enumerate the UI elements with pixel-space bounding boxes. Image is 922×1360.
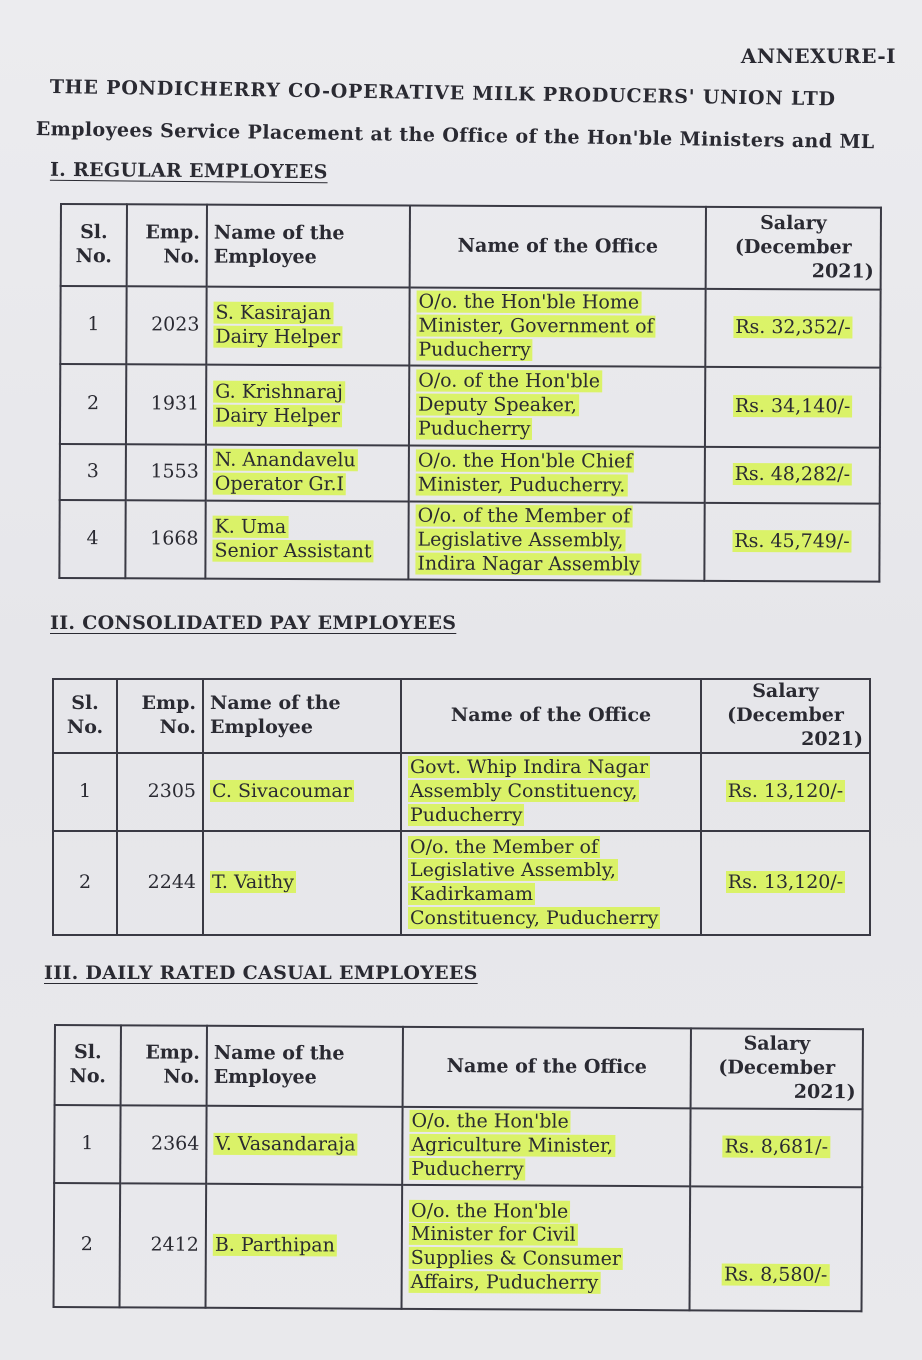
table-header-row <box>61 204 881 290</box>
cell-employee: K. Uma Senior Assistant <box>205 501 408 580</box>
cell-emp-no: 1931 <box>126 364 206 444</box>
cell-office: O/o. of the Member of Legislative Assembly, Indira Nagar Assembly <box>408 502 704 581</box>
header-office: Name of the Office <box>401 679 701 753</box>
cell-office: O/o. the Member of Legislative Assembly, Kadirkamam Constituency, Puducherry <box>401 831 701 935</box>
table-row <box>60 364 880 448</box>
cell-office: O/o. the Hon'ble Minister for Civil Supplies & Consumer Affairs, Puducherry <box>402 1185 691 1311</box>
header-office: Name of the Office <box>410 206 706 289</box>
cell-salary: Rs. 34,140/- <box>705 367 880 448</box>
cell-salary: Rs. 32,352/- <box>705 289 880 368</box>
cell-emp-no: 1668 <box>125 500 205 578</box>
cell-salary: Rs. 13,120/- <box>701 753 870 831</box>
cell-office: O/o. the Hon'ble Home Minister, Government of Puducherry <box>409 288 705 367</box>
table-row <box>53 753 870 831</box>
cell-emp-no: 2305 <box>117 753 203 831</box>
cell-sl: 4 <box>59 500 125 578</box>
table-row <box>54 1183 863 1311</box>
header-sl: Sl. No. <box>55 1025 121 1105</box>
organization-title: THE PONDICHERRY CO-OPERATIVE MILK PRODUCERS' UNION LTD <box>49 76 836 111</box>
cell-sl: 1 <box>54 1105 120 1183</box>
cell-emp-no: 2412 <box>120 1183 207 1307</box>
cell-office: Govt. Whip Indira Nagar Assembly Constituency, Puducherry <box>401 753 701 831</box>
document-subtitle: Employees Service Placement at the Office of the Hon'ble Ministers and ML <box>35 118 875 154</box>
cell-salary: Rs. 45,749/- <box>704 503 879 582</box>
header-sl: Sl. No. <box>61 204 127 286</box>
cell-employee: T. Vaithy <box>203 831 401 935</box>
cell-salary: Rs. 48,282/- <box>705 447 880 504</box>
header-salary: Salary (December 2021) <box>701 679 870 753</box>
cell-sl: 2 <box>60 364 126 444</box>
section-title-regular: I. REGULAR EMPLOYEES <box>49 158 328 184</box>
table-header-row <box>55 1025 863 1109</box>
cell-office: O/o. the Hon'ble Agriculture Minister, Puducherry <box>402 1107 690 1187</box>
header-emp-no: Emp. No. <box>117 679 203 753</box>
cell-salary: Rs. 8,681/- <box>690 1108 862 1187</box>
cell-employee: B. Parthipan <box>206 1184 403 1309</box>
cell-sl: 1 <box>53 753 117 831</box>
header-office: Name of the Office <box>403 1027 691 1109</box>
header-employee-name: Name of the Employee <box>207 1026 403 1107</box>
cell-office: O/o. the Hon'ble Chief Minister, Puducherry. <box>409 446 705 503</box>
daily-rated-employees-table <box>53 1024 864 1312</box>
cell-employee: V. Vasandaraja <box>206 1106 402 1185</box>
header-emp-no: Emp. No. <box>127 204 207 286</box>
cell-salary: Rs. 13,120/- <box>701 831 870 935</box>
cell-sl: 2 <box>53 831 117 935</box>
cell-sl: 1 <box>60 286 126 364</box>
table-row <box>60 444 880 504</box>
cell-employee: G. Krishnaraj Dairy Helper <box>206 365 409 446</box>
table-row <box>53 831 870 935</box>
cell-employee: N. Anandavelu Operator Gr.I <box>206 445 409 502</box>
table-row <box>59 500 879 582</box>
cell-emp-no: 2244 <box>117 831 203 935</box>
header-sl: Sl. No. <box>53 679 117 753</box>
header-salary: Salary (December 2021) <box>706 207 881 290</box>
header-employee-name: Name of the Employee <box>207 205 410 288</box>
header-salary: Salary (December 2021) <box>691 1028 863 1109</box>
table-row <box>54 1105 862 1187</box>
table-header-row <box>53 679 870 753</box>
cell-emp-no: 1553 <box>126 444 206 500</box>
cell-office: O/o. of the Hon'ble Deputy Speaker, Puducherry <box>409 366 705 447</box>
cell-emp-no: 2364 <box>120 1105 206 1183</box>
cell-employee: C. Sivacoumar <box>203 753 401 831</box>
consolidated-employees-table <box>52 678 871 936</box>
cell-sl: 2 <box>54 1183 121 1307</box>
table-row <box>60 286 880 368</box>
section-title-daily-rated: III. DAILY RATED CASUAL EMPLOYEES <box>44 962 478 984</box>
header-employee-name: Name of the Employee <box>203 679 401 753</box>
cell-sl: 3 <box>60 444 126 500</box>
cell-salary: Rs. 8,580/- <box>690 1186 863 1311</box>
header-emp-no: Emp. No. <box>121 1025 207 1105</box>
regular-employees-table <box>58 203 882 583</box>
cell-employee: S. Kasirajan Dairy Helper <box>206 287 409 366</box>
cell-emp-no: 2023 <box>126 286 206 364</box>
annexure-label: ANNEXURE-I <box>740 44 896 68</box>
section-title-consolidated: II. CONSOLIDATED PAY EMPLOYEES <box>50 612 457 634</box>
